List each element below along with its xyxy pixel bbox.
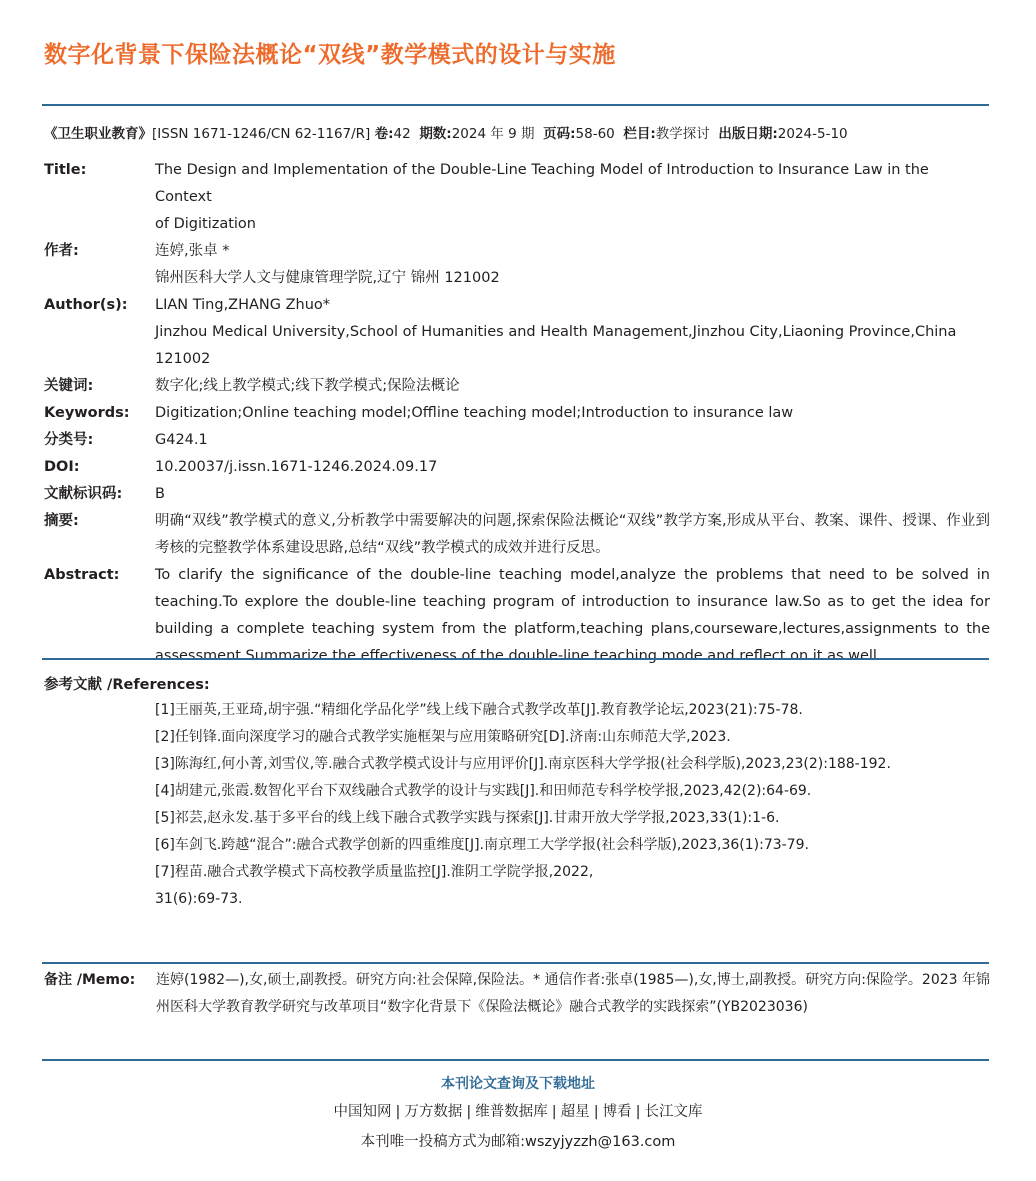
pub-date: 2024-5-10: [777, 126, 848, 142]
row-abstract-cn: [44, 508, 990, 562]
divider-top: [42, 104, 989, 106]
abstract-en-label: Abstract:: [44, 567, 120, 583]
keywords-cn-label: 关键词:: [44, 378, 94, 394]
database-link-cnki[interactable]: 中国知网: [333, 1104, 392, 1120]
memo-text: 连婷(1982—),女,硕士,副教授。研究方向:社会保障,保险法。* 通信作者:张卓(1985—),女,博士,副教授。研究方向:保险学。2023 年锦州医科大学教育教学研究与改革项目“数字化背景下《保险法概论》融合式教学的实践探索”(YB2023036): [156, 972, 990, 1015]
footer-title: 本刊论文查询及下载地址: [441, 1076, 595, 1092]
database-link-chaoxing[interactable]: 超星: [560, 1104, 590, 1120]
pages-label: 页码:: [543, 126, 576, 142]
class-label: 分类号:: [44, 432, 94, 448]
abstract-cn-label: 摘要:: [44, 513, 79, 529]
affiliation-en-line2: 121002: [155, 351, 211, 367]
references-heading: 参考文献 /References:: [44, 677, 210, 693]
author-cn-label: 作者:: [44, 243, 79, 259]
column: 教学探讨: [655, 126, 710, 142]
doccode: B: [155, 486, 165, 502]
row-author-en: [44, 292, 990, 373]
affiliation-cn: 锦州医科大学人文与健康管理学院,辽宁 锦州 121002: [155, 270, 500, 286]
row-doi: [44, 454, 990, 481]
row-doccode: [44, 481, 990, 508]
volume-label: 卷:: [374, 126, 394, 142]
doi-label: DOI:: [44, 459, 80, 475]
reference-item: [3]陈海红,何小菁,刘雪仪,等.融合式教学模式设计与应用评价[J].南京医科大学学报(社会科学版),2023,23(2):188-192.: [155, 756, 891, 772]
references-list: [155, 697, 991, 913]
footer: [0, 1071, 1036, 1157]
database-link-bookan[interactable]: 博看: [602, 1104, 632, 1120]
reference-item: 31(6):69-73.: [155, 891, 243, 907]
column-label: 栏目:: [623, 126, 656, 142]
divider-references: [42, 658, 989, 660]
author-en: LIAN Ting,ZHANG Zhuo*: [155, 297, 331, 313]
abstract-cn: 明确“双线”教学模式的意义,分析教学中需要解决的问题,探索保险法概论“双线”教学方案,形成从平台、教案、课件、授课、作业到考核的完整教学体系建设思路,总结“双线”教学模式的成效并进行反思。: [155, 513, 990, 556]
reference-item: [5]祁芸,赵永发.基于多平台的线上线下融合式教学实践与探索[J].甘肃开放大学学报,2023,33(1):1-6.: [155, 810, 780, 826]
author-cn: 连婷,张卓 *: [155, 243, 230, 259]
row-class: [44, 427, 990, 454]
page-title: 数字化背景下保险法概论“双线”教学模式的设计与实施: [44, 42, 616, 68]
doi-value[interactable]: 10.20037/j.issn.1671-1246.2024.09.17: [155, 459, 438, 475]
volume: 42: [393, 126, 411, 142]
memo-label: 备注 /Memo:: [44, 972, 136, 988]
pages: 58-60: [575, 126, 615, 142]
title-en-line2: of Digitization: [155, 216, 256, 232]
divider-footer: [42, 1059, 989, 1061]
row-keywords-en: [44, 400, 990, 427]
reference-item: [7]程苗.融合式教学模式下高校教学质量监控[J].淮阴工学院学报,2022,: [155, 864, 594, 880]
abstract-en: To clarify the significance of the double-line teaching model,analyze the problems that need to be solved in teaching.To explore the double-line teaching program of introduction to insurance law.So as to get the idea for building a complete teaching system from the platform,teaching plans,courseware,lectures,assignments to the assessment.Summarize the effectiveness of the double-line teaching mode and reflect on it as well.: [155, 567, 990, 664]
issue: 2024 年 9 期: [451, 126, 535, 142]
row-abstract-en: [44, 562, 990, 670]
author-en-label: Author(s):: [44, 297, 128, 313]
citation-line: [44, 122, 1004, 142]
reference-item: [6]车剑飞.跨越“混合”:融合式教学创新的四重维度[J].南京理工大学学报(社会科学版),2023,36(1):73-79.: [155, 837, 809, 853]
row-author-cn: [44, 238, 990, 292]
memo-block: [44, 967, 990, 1021]
issue-label: 期数:: [419, 126, 452, 142]
title-en-line1: The Design and Implementation of the Double-Line Teaching Model of Introduction to Insurance Law in the Context: [155, 162, 929, 205]
submission-email[interactable]: 本刊唯一投稿方式为邮箱:wszyjyzzh@163.com: [360, 1134, 676, 1150]
reference-item: [1]王丽英,王亚琦,胡宇强.“精细化学品化学”线上线下融合式教学改革[J].教育教学论坛,2023(21):75-78.: [155, 702, 803, 718]
database-link-wanfang[interactable]: 万方数据: [404, 1104, 463, 1120]
title-en-label: Title:: [44, 162, 87, 178]
metadata-table: [44, 157, 990, 670]
divider-memo: [42, 962, 989, 964]
row-title-en: [44, 157, 990, 238]
date-label: 出版日期:: [718, 126, 778, 142]
class-number: G424.1: [155, 432, 208, 448]
database-link-changjiang[interactable]: 长江文库: [644, 1104, 703, 1120]
keywords-cn: 数字化;线上教学模式;线下教学模式;保险法概论: [155, 378, 460, 394]
keywords-en: Digitization;Online teaching model;Offline teaching model;Introduction to insurance law: [155, 405, 794, 421]
doccode-label: 文献标识码:: [44, 486, 123, 502]
reference-item: [4]胡建元,张霞.数智化平台下双线融合式教学的设计与实践[J].和田师范专科学校学报,2023,42(2):64-69.: [155, 783, 812, 799]
database-list: 中国知网 | 万方数据 | 维普数据库 | 超星 | 博看 | 长江文库: [333, 1104, 703, 1120]
reference-item: [2]任钊锋.面向深度学习的融合式教学实施框架与应用策略研究[D].济南:山东师范大学,2023.: [155, 729, 731, 745]
journal-name: 《卫生职业教育》: [44, 126, 152, 142]
keywords-en-label: Keywords:: [44, 405, 130, 421]
row-keywords-cn: [44, 373, 990, 400]
database-link-vip[interactable]: 维普数据库: [475, 1104, 548, 1120]
issn: [ISSN 1671-1246/CN 62-1167/R]: [152, 126, 371, 142]
affiliation-en-line1: Jinzhou Medical University,School of Humanities and Health Management,Jinzhou City,Liaoning Province,China: [155, 324, 957, 340]
